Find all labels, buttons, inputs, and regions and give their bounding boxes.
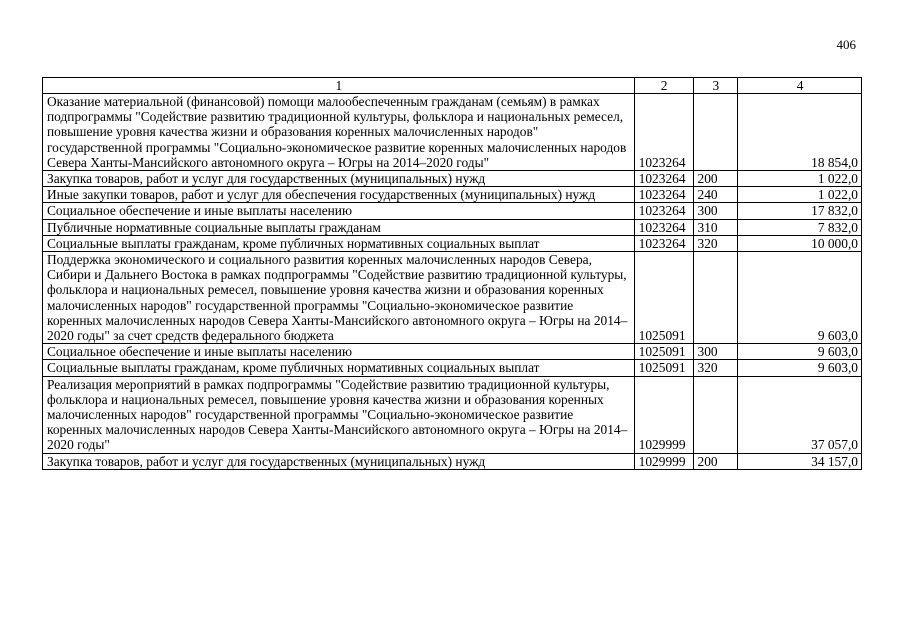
table-row — [43, 360, 862, 376]
table-row — [43, 219, 862, 235]
table-row — [43, 344, 862, 360]
row-code: 1023264 — [634, 219, 693, 235]
row-name: Закупка товаров, работ и услуг для государственных (муниципальных) нужд — [43, 171, 635, 187]
row-name: Социальное обеспечение и иные выплаты населению — [43, 344, 635, 360]
row-type: 200 — [693, 171, 738, 187]
column-header-4: 4 — [738, 78, 862, 94]
row-name: Социальные выплаты гражданам, кроме публичных нормативных социальных выплат — [43, 235, 635, 251]
row-type: 300 — [693, 203, 738, 219]
row-amount: 37 057,0 — [738, 376, 862, 453]
row-type — [693, 376, 738, 453]
column-header-1: 1 — [43, 78, 635, 94]
row-type: 240 — [693, 187, 738, 203]
row-name: Поддержка экономического и социального развития коренных малочисленных народов Севера, Сибири и Дальнего Востока в рамках подпрограммы "Содействие развитию традиционной культуры, фольклора и национальных ремесел, повышение уровня качества жизни и образования коренных малочисленных народов" государственной программы "Социально-экономическое развитие коренных малочисленных народов Севера Ханты-Мансийского автономного округа – Югры на 2014–2020 годы" за счет средств федерального бюджета — [43, 252, 635, 344]
row-code: 1023264 — [634, 171, 693, 187]
row-code: 1029999 — [634, 376, 693, 453]
row-code: 1023264 — [634, 203, 693, 219]
row-amount: 10 000,0 — [738, 235, 862, 251]
budget-table — [42, 77, 862, 470]
table-row — [43, 203, 862, 219]
row-amount: 7 832,0 — [738, 219, 862, 235]
row-type: 320 — [693, 360, 738, 376]
row-code: 1029999 — [634, 453, 693, 469]
row-name: Оказание материальной (финансовой) помощи малообеспеченным гражданам (семьям) в рамках подпрограммы "Содействие развитию традиционной культуры, фольклора и национальных ремесел, повышение уровня качества жизни и образования коренных малочисленных народов" государственной программы "Социально-экономическое развитие коренных малочисленных народов Севера Ханты-Мансийского автономного округа – Югры на 2014–2020 годы" — [43, 94, 635, 171]
row-code: 1025091 — [634, 252, 693, 344]
row-name: Закупка товаров, работ и услуг для государственных (муниципальных) нужд — [43, 453, 635, 469]
row-type: 320 — [693, 235, 738, 251]
row-code: 1023264 — [634, 94, 693, 171]
column-header-2: 2 — [634, 78, 693, 94]
row-amount: 9 603,0 — [738, 252, 862, 344]
row-code: 1025091 — [634, 360, 693, 376]
row-name: Социальное обеспечение и иные выплаты населению — [43, 203, 635, 219]
row-amount: 1 022,0 — [738, 171, 862, 187]
row-amount: 1 022,0 — [738, 187, 862, 203]
row-name: Социальные выплаты гражданам, кроме публичных нормативных социальных выплат — [43, 360, 635, 376]
row-name: Иные закупки товаров, работ и услуг для обеспечения государственных (муниципальных) нужд — [43, 187, 635, 203]
row-amount: 18 854,0 — [738, 94, 862, 171]
row-amount: 9 603,0 — [738, 360, 862, 376]
row-amount: 34 157,0 — [738, 453, 862, 469]
row-type: 200 — [693, 453, 738, 469]
row-type — [693, 94, 738, 171]
table-row — [43, 171, 862, 187]
table-row — [43, 187, 862, 203]
row-type — [693, 252, 738, 344]
table-row — [43, 94, 862, 171]
row-name: Публичные нормативные социальные выплаты гражданам — [43, 219, 635, 235]
row-code: 1023264 — [634, 235, 693, 251]
column-header-3: 3 — [693, 78, 738, 94]
row-amount: 9 603,0 — [738, 344, 862, 360]
table-row — [43, 453, 862, 469]
row-name: Реализация мероприятий в рамках подпрограммы "Содействие развитию традиционной культуры, фольклора и национальных ремесел, повышение уровня качества жизни и образования коренных малочисленных народов" государственной программы "Социально-экономическое развитие коренных малочисленных народов Севера Ханты-Мансийского автономного округа – Югры на 2014–2020 годы" — [43, 376, 635, 453]
table-row — [43, 235, 862, 251]
table-row — [43, 376, 862, 453]
row-code: 1025091 — [634, 344, 693, 360]
row-type: 310 — [693, 219, 738, 235]
row-type: 300 — [693, 344, 738, 360]
row-amount: 17 832,0 — [738, 203, 862, 219]
row-code: 1023264 — [634, 187, 693, 203]
table-row — [43, 252, 862, 344]
table-header-row — [43, 78, 862, 94]
page-number: 406 — [836, 37, 856, 52]
